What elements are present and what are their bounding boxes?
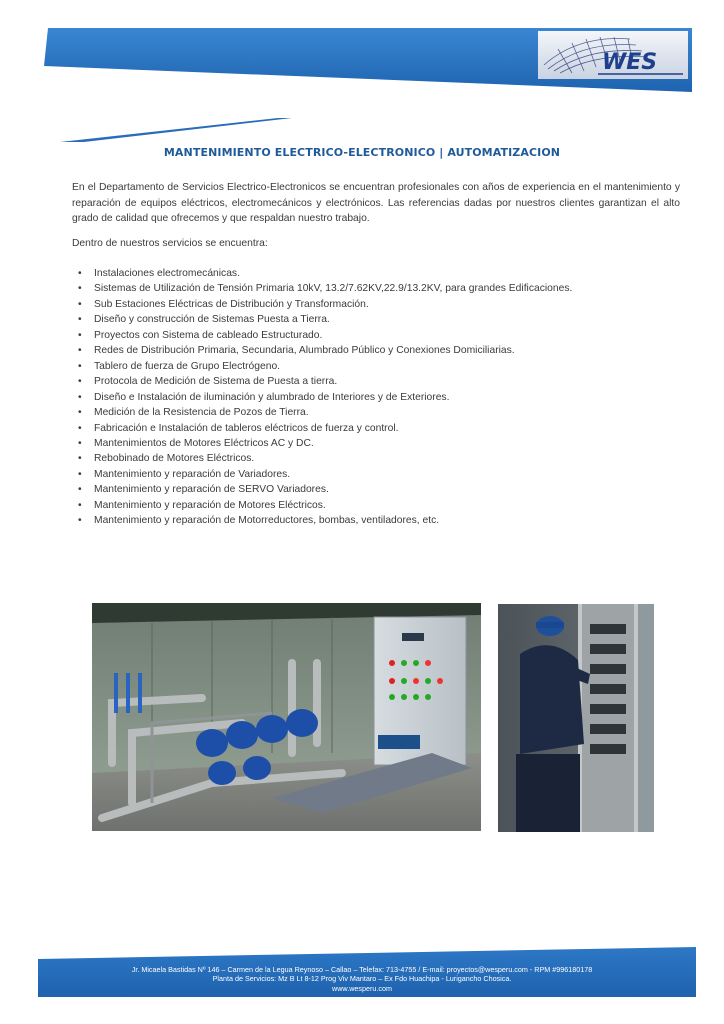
bullet-icon: • [78,515,82,527]
bullet-icon: • [78,407,82,419]
bullet-icon: • [78,329,82,341]
list-item: • Mantenimientos de Motores Eléctricos AC y DC. [78,436,572,451]
list-item: • Sub Estaciones Eléctricas de Distribución y Transformación. [78,297,572,312]
list-item: • Fabricación e Instalación de tableros eléctricos de fuerza y control. [78,421,572,436]
bullet-icon: • [78,376,82,388]
footer-contact [40,965,684,993]
footer-website[interactable]: www.wesperu.com [332,983,392,993]
bullet-icon: • [78,437,82,449]
bullet-icon: • [78,314,82,326]
services-heading: Dentro de nuestros servicios se encuentra: [72,238,268,249]
list-item: • Diseño y construcción de Sistemas Puesta a Tierra. [78,312,572,327]
list-item: • Proyectos con Sistema de cableado Estructurado. [78,328,572,343]
bullet-icon: • [78,298,82,310]
technician-photo [498,604,654,832]
list-item: • Mantenimiento y reparación de Motores Eléctricos. [78,498,572,513]
list-item: • Rebobinado de Motores Eléctricos. [78,451,572,466]
bullet-icon: • [78,499,82,511]
list-item: • Sistemas de Utilización de Tensión Primaria 10kV, 13.2/7.62KV,22.9/13.2KV, para grandes Edificaciones. [78,281,572,296]
bullet-icon: • [78,283,82,295]
bullet-icon: • [78,391,82,403]
list-item: • Instalaciones electromecánicas. [78,266,572,281]
footer-plant-address: Planta de Servicios: Mz B Lt 8-12 Prog Viv Mantaro – Ex Fdo Huachipa - Lurigancho Chosica. [212,974,512,984]
logo-text: WES [602,50,658,75]
bullet-icon: • [78,453,82,465]
list-item: • Medición de la Resistencia de Pozos de Tierra. [78,405,572,420]
page-title: MANTENIMIENTO ELECTRICO-ELECTRONICO | AUTOMATIZACION [163,146,561,159]
services-list [78,266,572,529]
footer-address: Jr. Micaela Bastidas Nº 146 – Carmen de la Legua Reynoso – Callao – Telefax: 713-4755 / E-mail: proyectos@wesperu.com - RPM #996180178 [131,965,593,974]
list-item: • Mantenimiento y reparación de Variadores. [78,467,572,482]
list-item: • Mantenimiento y reparación de SERVO Variadores. [78,482,572,497]
list-item: • Protocola de Medición de Sistema de Puesta a tierra. [78,374,572,389]
bullet-icon: • [78,360,82,372]
list-item: • Tablero de fuerza de Grupo Electrógeno. [78,359,572,374]
list-item: • Mantenimiento y reparación de Motorreductores, bombas, ventiladores, etc. [78,513,572,528]
bullet-icon: • [78,268,82,279]
bullet-icon: • [78,484,82,496]
title-accent-stripe [0,110,300,150]
bullet-icon: • [78,345,82,357]
wes-logo [538,31,688,79]
intro-paragraph: En el Departamento de Servicios Electrico-Electronicos se encuentran profesionales con años de experiencia en el mantenimiento y reparación de equipos eléctricos, electromecánicos y electrónicos. Las referencias dadas por nuestros clientes garantizan el alto grado de calidad que ofrecemos y que respaldan nuestro trabajo. [72,182,680,224]
list-item: • Diseño e Instalación de iluminación y alumbrado de Interiores y de Exteriores. [78,390,572,405]
pump-room-photo [92,603,481,831]
bullet-icon: • [78,422,82,434]
list-item: • Redes de Distribución Primaria, Secundaria, Alumbrado Público y Conexiones Domiciliarias. [78,343,572,358]
bullet-icon: • [78,468,82,480]
